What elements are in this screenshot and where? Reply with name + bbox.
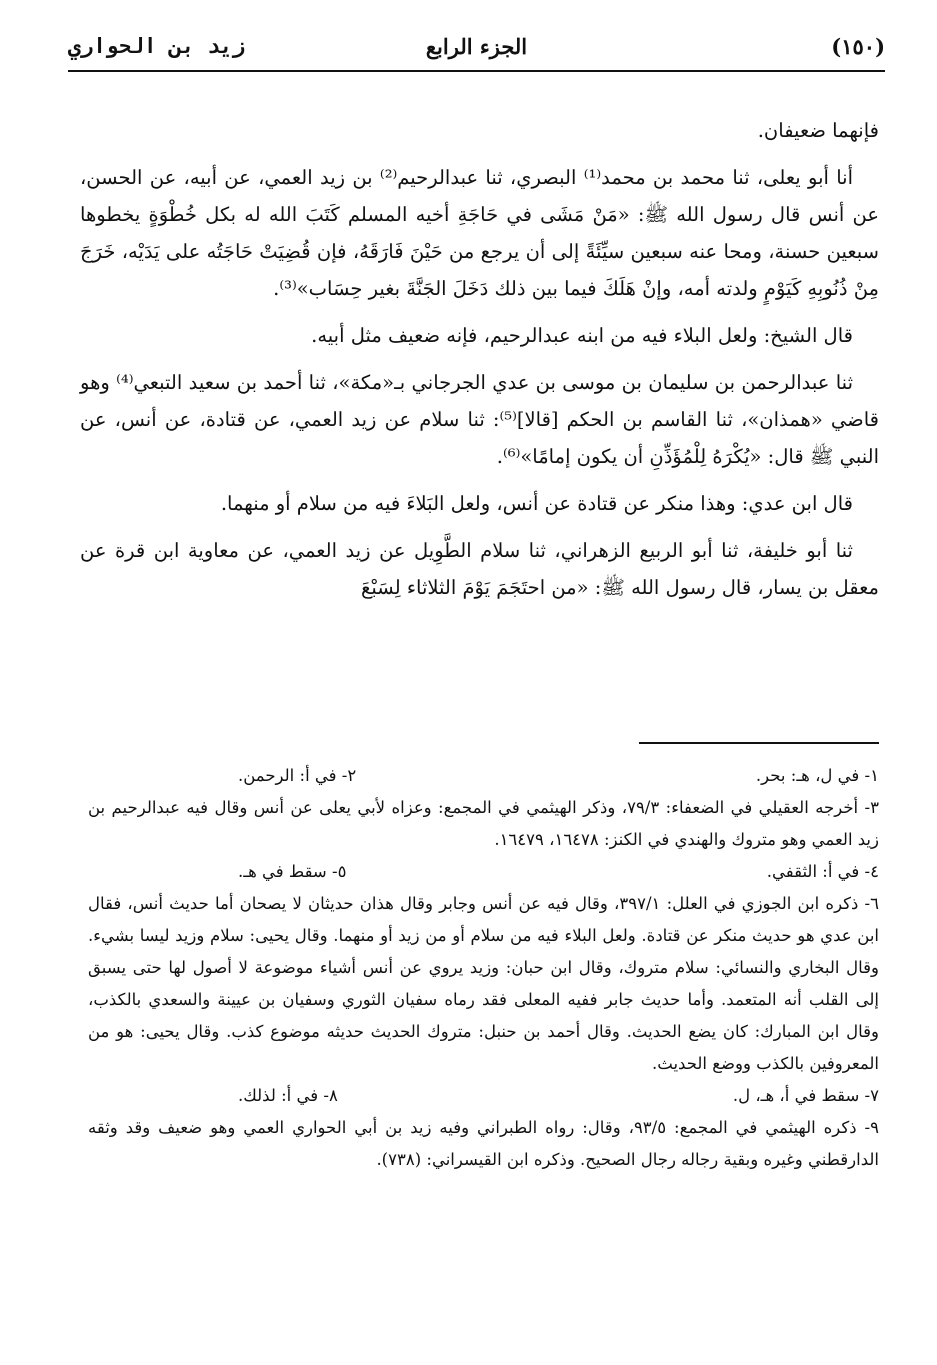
footnote-4: ٤- في أ: الثقفي. <box>766 862 879 881</box>
footnote-5: ٥- سقط في هـ. <box>238 862 347 881</box>
main-text <box>80 112 879 616</box>
footnote-6: ٦- ذكره ابن الجوزي في العلل: ٣٩٧/١، وقال فيه عن أنس وجابر وقال هذان حديثان لا يصحان أما حديث أنس، فقال ابن عدي هو حديث منكر عن قتادة. ولعل البلاء فيه من سلام أو من زيد أو منهما. وقال يحيى: سلام وزيد ليسا بشيء. وقال البخاري والنسائي: سلام متروك، وقال ابن حبان: وزيد يروي عن أنس أشياء موضوعة لا أصول لها حتى يسبق إلى القلب أنه المتعمد. وأما حديث جابر ففيه المعلى فقد رماه سفيان الثوري وسفيان بن عيينة والسعدي بالكذب، وقال ابن المبارك: كان يضع الحديث. وقال أحمد بن حنبل: متروك الحديث حديثه موضوع كذب. وقال يحيى: هو من المعروفين بالكذب ووضع الحديث. <box>88 894 879 1073</box>
footnote-row-4-5 <box>88 856 879 888</box>
paragraph-5: قال ابن عدي: وهذا منكر عن قتادة عن أنس، ولعل البَلاءَ فيه من سلام أو منهما. <box>220 492 853 515</box>
footnotes <box>88 760 879 1176</box>
footnote-row-1-2 <box>88 760 879 792</box>
header-volume-title: الجزء الرابع <box>425 34 528 59</box>
paragraph-3: قال الشيخ: ولعل البلاء فيه من ابنه عبدالرحيم، فإنه ضعيف مثل أبيه. <box>311 324 853 347</box>
header-page-number: (١٥٠) <box>831 34 885 59</box>
footnote-3: ٣- أخرجه العقيلي في الضعفاء: ٧٩/٣، وذكر الهيثمي في المجمع: وعزاه لأبي يعلى عن أنس وقال فيه عبدالرحيم بن زيد العمي وهو متروك والهندي في الكنز: ١٦٤٧٨، ١٦٤٧٩. <box>88 798 879 849</box>
footnote-2: ٢- في أ: الرحمن. <box>238 766 357 785</box>
paragraph-1: فإنهما ضعيفان. <box>757 119 879 142</box>
footnote-8: ٨- في أ: لذلك. <box>238 1086 338 1105</box>
footnote-7: ٧- سقط في أ، هـ، ل. <box>732 1086 879 1105</box>
footnote-9: ٩- ذكره الهيثمي في المجمع: ٩٣/٥، وقال: رواه الطبراني وفيه زيد بن أبي الحواري العمي وهو ضعيف وقد وثقه الدارقطني وغيره وبقية رجاله رجال الصحيح. وذكره ابن القيسراني: (٧٣٨). <box>88 1118 879 1169</box>
footnote-divider <box>639 742 879 744</box>
footnote-1: ١- في ل، هـ: بحر. <box>755 766 879 785</box>
page-header <box>68 30 885 72</box>
paragraph-6: ثنا أبو خليفة، ثنا أبو الربيع الزهراني، ثنا سلام الطَّوِيل عن زيد العمي، عن معاوية ابن قرة عن معقل بن يسار، قال رسول الله ﷺ: «من احتَجَمَ يَوْمَ الثلاثاء لِسَبْعَ <box>80 539 879 599</box>
paragraph-2: أنا أبو يعلى، ثنا محمد بن محمد⁽¹⁾ البصري، ثنا عبدالرحيم⁽²⁾ بن زيد العمي، عن أبيه، عن الحسن، عن أنس قال رسول الله ﷺ: «مَنْ مَشَى في حَاجَةِ أخيه المسلم كَتَبَ الله له بكل خُطْوَةٍ يخطوها سبعين حسنة، ومحا عنه سبعين سيِّئَةً إلى أن يرجع من حَيْنَ فَارَقَهُ، فإن قُضِيَتْ حَاجَتُه على يَدَيْه، خَرَجَ مِنْ ذُنُوبِهِ كَيَوْمٍ ولدته أمه، وإنْ هَلَكَ فيما بين ذلك دَخَلَ الجَنَّةَ بغير حِسَاب»⁽³⁾. <box>80 166 879 300</box>
footnote-row-7-8 <box>88 1080 879 1112</box>
paragraph-4: ثنا عبدالرحمن بن سليمان بن موسى بن عدي الجرجاني بـ«مكة»، ثنا أحمد بن سعيد التبعي⁽⁴⁾ وهو قاضي «همذان»، ثنا القاسم بن الحكم [قالا]⁽⁵⁾: ثنا سلام عن زيد العمي، عن قتادة، عن أنس، عن النبي ﷺ قال: «يُكْرَهُ لِلْمُؤَذِّنِ أن يكون إمامًا»⁽⁶⁾. <box>80 371 879 468</box>
header-entry-name: زيد بن الحواري <box>68 34 246 58</box>
